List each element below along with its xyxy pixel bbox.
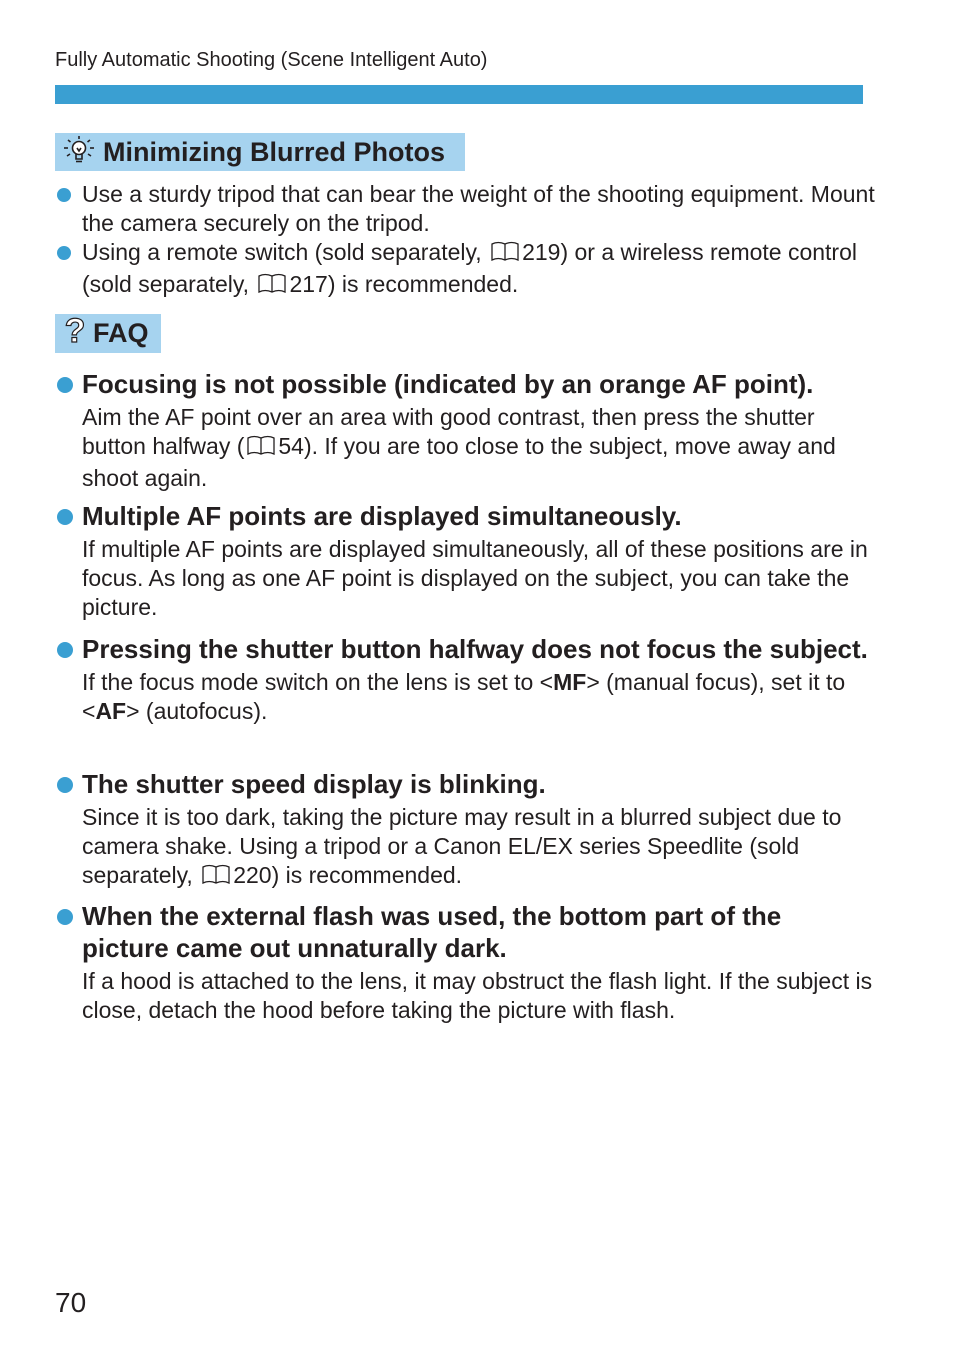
faq-item [55, 368, 875, 493]
bullet-icon [57, 188, 71, 202]
faq-answer: If multiple AF points are displayed simultaneously, all of these positions are in focus. As long as one AF point is displayed on the subject, you can take the picture. [82, 536, 868, 620]
faq-question: Multiple AF points are displayed simultaneously. [55, 500, 875, 532]
tips-list [55, 180, 875, 302]
faq-title: FAQ [93, 318, 149, 348]
mode-label: MF [553, 669, 587, 695]
faq-item [55, 900, 875, 1025]
faq-heading [55, 314, 161, 353]
svg-text:?: ? [64, 314, 86, 348]
page-ref: 217 [289, 271, 328, 297]
book-icon [490, 241, 520, 270]
book-icon [201, 864, 231, 893]
page-ref: 219 [522, 239, 561, 265]
lightbulb-icon [61, 134, 97, 171]
faq-question: Focusing is not possible (indicated by an orange AF point). [55, 368, 875, 400]
faq-question: The shutter speed display is blinking. [55, 768, 875, 800]
tips-heading [55, 133, 465, 171]
mode-label: AF [95, 698, 127, 724]
faq-question: Pressing the shutter button halfway does not focus the subject. [55, 633, 875, 665]
faq-item [55, 768, 875, 893]
page-number: 70 [55, 1287, 87, 1318]
bullet-icon [57, 909, 73, 925]
page-ref: 220 [233, 862, 272, 888]
faq-question: When the external flash was used, the bottom part of the picture came out unnaturally dark. [55, 900, 875, 964]
book-icon [257, 273, 287, 302]
tips-title: Minimizing Blurred Photos [103, 136, 445, 167]
bullet-icon [57, 377, 73, 393]
faq-answer: If the focus mode switch on the lens is set to <MF> (manual focus), set it to <AF> (autofocus). [82, 669, 846, 724]
running-header: Fully Automatic Shooting (Scene Intelligent Auto) [55, 49, 488, 71]
list-item: Using a remote switch (sold separately, 219) or a wireless remote control (sold separately, 217) is recommended. [55, 238, 875, 302]
bullet-icon [57, 246, 71, 260]
faq-item [55, 633, 875, 726]
book-icon [246, 435, 276, 464]
bullet-icon [57, 642, 73, 658]
faq-answer: Since it is too dark, taking the picture may result in a blurred subject due to camera shake. Using a tripod or a Canon EL/EX series Speedlite (sold separately, 220) is recommended. [55, 803, 875, 893]
question-mark-icon [61, 314, 89, 353]
faq-answer: Aim the AF point over an area with good contrast, then press the shutter button halfway ( 54). If you are too close to the subject, move away and shoot again. [82, 404, 836, 491]
page-ref: 54 [278, 433, 304, 459]
faq-item [55, 500, 875, 622]
list-item: Use a sturdy tripod that can bear the weight of the shooting equipment. Mount the camera securely on the tripod. [55, 180, 875, 238]
bullet-icon [57, 777, 73, 793]
faq-answer: If a hood is attached to the lens, it may obstruct the flash light. If the subject is close, detach the hood before taking the picture with flash. [82, 968, 873, 1023]
header-bar [55, 85, 863, 104]
bullet-icon [57, 509, 73, 525]
